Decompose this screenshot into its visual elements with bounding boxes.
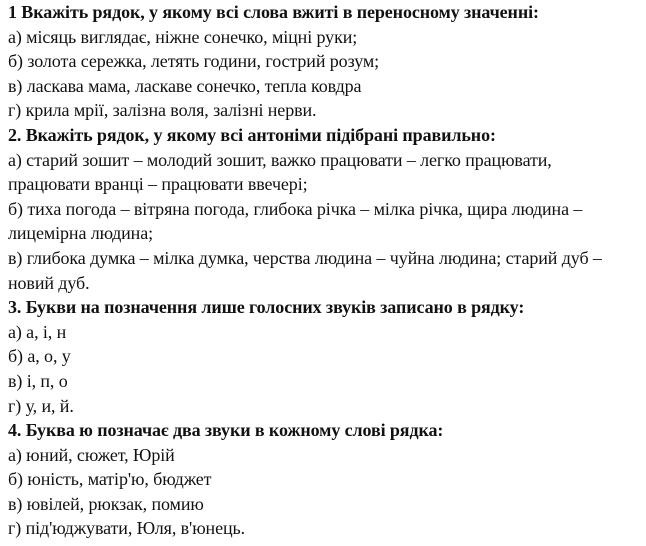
question-1 <box>8 0 642 123</box>
question-2 <box>8 123 642 295</box>
answer-option-continuation: новий дуб. <box>8 272 90 293</box>
answer-option-continuation: працювати вранці – працювати ввечері; <box>8 174 308 195</box>
question-4 <box>8 418 642 541</box>
answer-option: а) а, і, н <box>8 321 67 342</box>
answer-option: а) старий зошит – молодий зошит, важко працювати – легко працювати, <box>8 149 552 170</box>
answer-option: в) ювілей, рюкзак, помию <box>8 493 204 514</box>
answer-option: б) золота сережка, летять години, гострий розум; <box>8 51 380 72</box>
answer-option: б) а, о, у <box>8 346 71 367</box>
answer-option: а) юний, сюжет, Юрій <box>8 444 175 465</box>
answer-option: в) і, п, о <box>8 370 68 391</box>
question-title: 1 Вкажіть рядок, у якому всі слова вжиті в переносному значенні: <box>8 2 539 22</box>
question-title: 4. Буква ю позначає два звуки в кожному слові рядка: <box>8 420 444 441</box>
answer-option: г) під'юджувати, Юля, в'юнець. <box>8 518 246 539</box>
answer-option: в) ласкава мама, ласкаве сонечко, тепла ковдра <box>8 75 362 96</box>
answer-option: г) у, и, й. <box>8 395 74 416</box>
answer-option: б) тиха погода – вітряна погода, глибока річка – мілка річка, щира людина – <box>8 198 583 219</box>
answer-option: а) місяць виглядає, ніжне сонечко, міцні руки; <box>8 26 358 47</box>
answer-option: в) глибока думка – мілка думка, черства людина – чуйна людина; старий дуб – <box>8 247 602 268</box>
question-3 <box>8 295 642 418</box>
question-title: 3. Букви на позначення лише голосних звуків записано в рядку: <box>8 297 525 318</box>
answer-option-continuation: лицемірна людина; <box>8 223 153 244</box>
question-title: 2. Вкажіть рядок, у якому всі антоніми підібрані правильно: <box>8 124 496 145</box>
answer-option: г) крила мрії, залізна воля, залізні нерви. <box>8 100 317 121</box>
test-document <box>8 0 642 541</box>
answer-option: б) юність, матір'ю, бюджет <box>8 469 212 490</box>
